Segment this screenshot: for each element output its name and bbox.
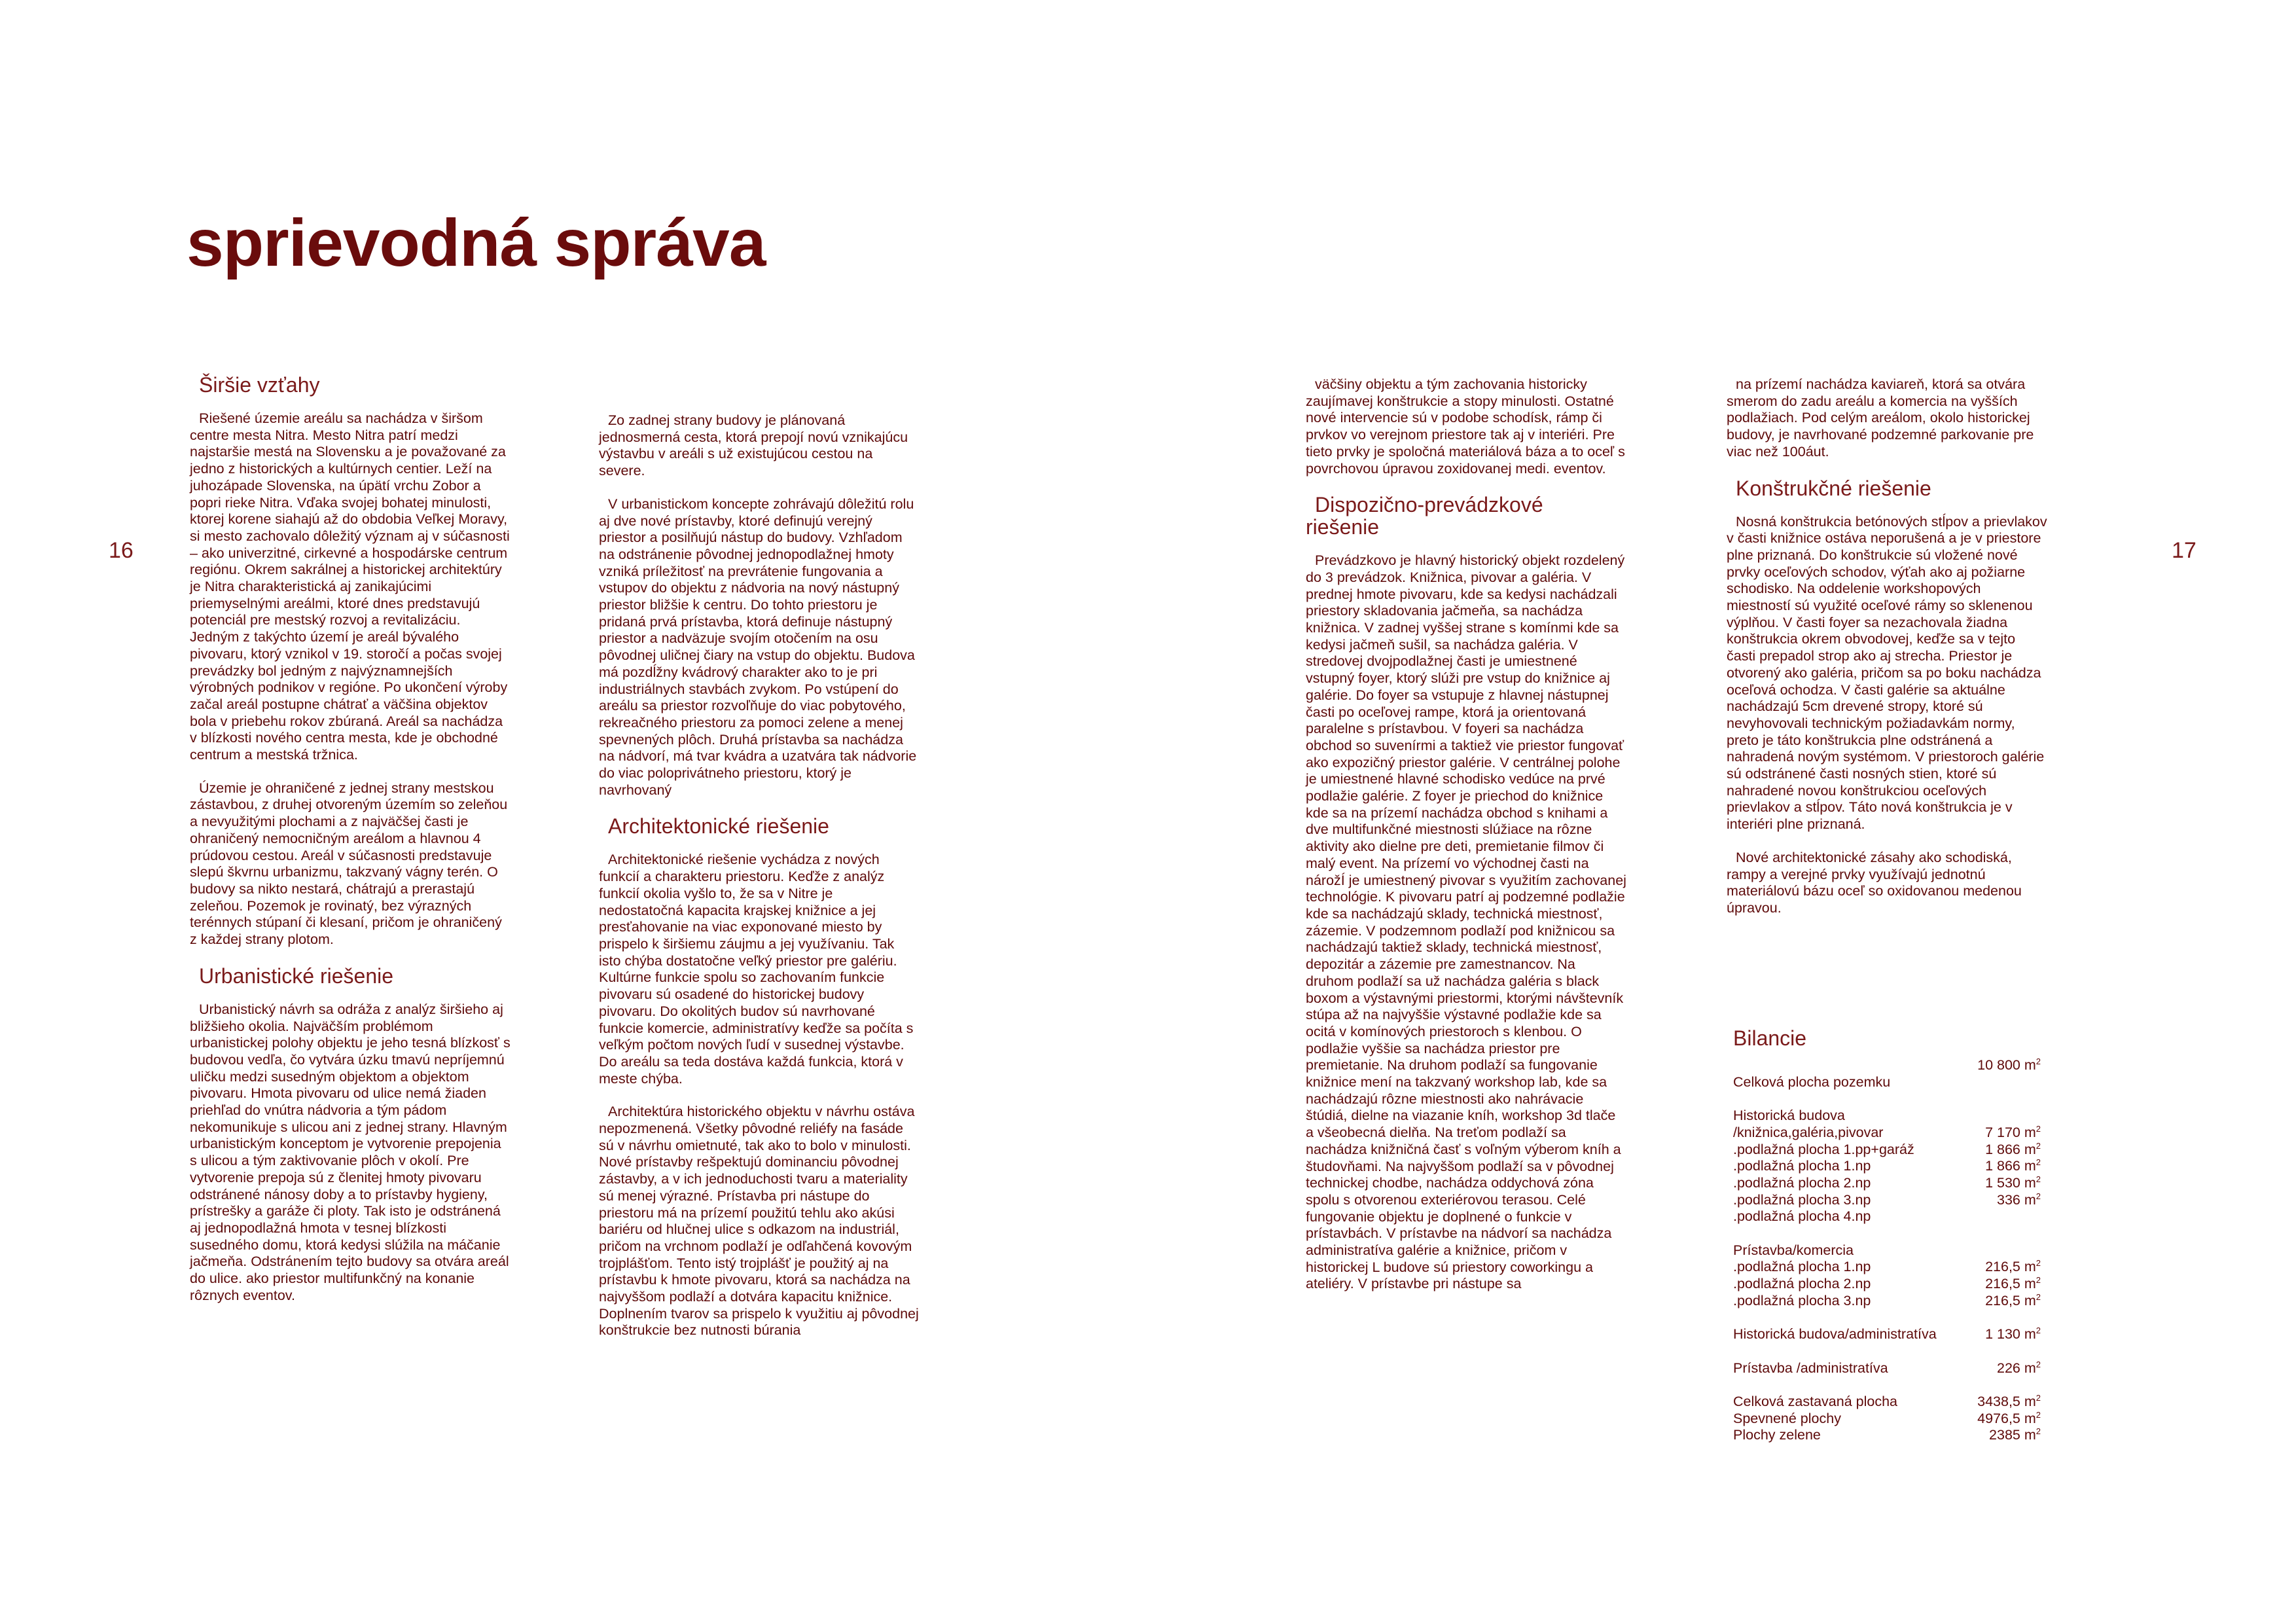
table-row — [1733, 1360, 2041, 1377]
value: 216,5 m — [1985, 1276, 2036, 1292]
paragraph: V urbanistickom koncepte zohrávajú dôležitú rolu aj dve nové prístavby, ktoré definujú verejný priestor a posilňujú nástup do budovy. Vzhľadom na odstránenie pôvodnej jednopodlažnej hmoty vzniká príležitosť na prevrátenie fungovania a vstupov do objektu z nádvoria na nový nástupný priestor bližšie k centru. Do tohto priestoru je pridaná prvá prístavba, ktorá definuje nástupný priestor a nadväzuje svojím otočením na osu pôvodnej uličnej čiary na vstup do objektu. Budova má pozdĺžny kvádrový charakter ako to je pri industriálnych stavbách zvykom. Po vstúpení do areálu sa priestor rozvoľňuje do viac pobytového, rekreačného priestoru za pomoci zelene a menej spevnených plôch. Druhá prístavba sa nachádza na nádvorí, má tvar kvádra a uzatvára tak nádvorie do viac poloprivátneho priestoru, ktorý je navrhovaný — [599, 496, 917, 798]
label: Historická budova/administratíva — [1733, 1326, 1937, 1343]
heading-architektonicke-riesenie: Architektonické riešenie — [608, 814, 829, 839]
table-row — [1733, 1074, 2041, 1091]
table-row — [1733, 1158, 2041, 1175]
superscript: 2 — [2036, 1291, 2041, 1302]
label: .podlažná plocha 1.pp+garáž — [1733, 1141, 1914, 1157]
value-cell — [1997, 1192, 2041, 1209]
paragraph: na prízemí nachádza kaviareň, ktorá sa otvára smerom do zadu areálu a komercia na vyšších podlažiach. Pod celým areálom, okolo historickej budovy, je navrhované podzemné parkovanie pre viac než 100áut. — [1727, 376, 2034, 460]
superscript: 2 — [2036, 1056, 2041, 1066]
heading-sirsie-vztahy: Širšie vzťahy — [199, 373, 320, 397]
table-row — [1733, 1208, 2041, 1225]
value-cell — [1985, 1125, 2041, 1142]
heading-line: Dispozično-prevádzkové — [1315, 493, 1543, 517]
column-4 — [1727, 376, 2047, 933]
bilancie-table — [1733, 1027, 2041, 1444]
heading-bilancie: Bilancie — [1733, 1026, 1807, 1050]
label: .podlažná plocha 3.np — [1733, 1191, 1871, 1208]
table-row — [1733, 1259, 2041, 1276]
heading-urbanisticke-riesenie: Urbanistické riešenie — [199, 964, 394, 988]
value: 2385 m — [1989, 1427, 2036, 1443]
value: 226 m — [1997, 1360, 2036, 1376]
value: 216,5 m — [1985, 1292, 2036, 1308]
value: 1 130 m — [1985, 1326, 2036, 1343]
table-row — [1733, 1276, 2041, 1293]
superscript: 2 — [2036, 1191, 2041, 1201]
heading-dispozicno-prevadzkove-riesenie — [1306, 494, 1626, 538]
paragraph: Zo zadnej strany budovy je plánovaná jednosmerná cesta, ktorá prepojí novú vznikajúcu výstavbu v areáli s už existujúcou cestou na severe. — [599, 412, 908, 479]
superscript: 2 — [2036, 1359, 2041, 1369]
value-cell — [1985, 1276, 2041, 1293]
paragraph: Prevádzkovo je hlavný historický objekt rozdelený do 3 prevádzok. Knižnica, pivovar a galéria. V prednej hmote pivovaru, kde sa kedysi nachádzali priestory skladovania jačmeňa, sa nachádza knižnica. V zadnej vyššej strane s komínmi kde sa kedysi jačmeň sušil, sa nachádza galéria. V stredovej dvojpodlažnej časti je umiestnené vstupný foyer, ktorý slúži pre vstup do knižnice aj galérie. Do foyer sa vstupuje z hlavnej nástupnej časti po oceľovej rampe, ktorá ja orientovaná paralelne s prístavbou. V foyeri sa nachádza obchod so suvenírmi a taktiež vie priestor fungovať ako expozičný priestor galérie. V centrálnej polohe je umiestnené hlavné schodisko vedúce na prvé podlažie galérie. Z foyer je priechod do knižnice kde sa na prízemí nachádza obchod s knihami a dve multifunkčné miestnosti slúžiace na rôzne aktivity ako dielne pre deti, premietanie filmov či malý event. Na prízemí vo východnej časti na nárožÍ je umiestnený pivovar s využitím zachovanej technológie. K pivovaru patrí aj podzemné podlažie kde sa nachádzajú sklady, technická miestnosť, zázemie. V podzemnom podlaží pod knižnicou sa nachádzajú taktiež sklady, technická miestnosť, depozitár a zázemie pre zamestnancov. Na druhom podlaží sa už nachádza galéria s black boxom a výstavnými priestormi, ktorými návštevník stúpa až na najvyššie výstavné podlažie kde sa ocitá v komínových priestoroch s klenbou. O podlažie vyššie sa nachádza priestor pre premietanie. Na druhom podlaží sa fungovanie knižnice mení na takzvaný workshop lab, kde sa nachádzajú rôzne miestnosti ako nahrávacie štúdiá, dielne na viazanie kníh, workshop 3d tlače a všeobecná dielňa. Na treťom podlaží sa nachádza knižničná časť s voľným výberom kníh a študovňami. Na najvyššom podlaží sa v pôvodnej technickej chodbe, nachádza oddychová zóna spolu s otvorenou exteriérovou terasou. Celé fungovanie objektu je doplnené o funkcie v prístavbách. V prístavbe na nádvorí sa nachádza administratíva galérie a knižnice, pričom v historickej L budove sú priestory coworkingu a ateliéry. V prístavbe pri nástupe sa — [1306, 552, 1626, 1292]
column-2 — [599, 412, 920, 1356]
paragraph: Urbanistický návrh sa odráža z analýz širšieho aj bližšieho okolia. Najväčším problémom urbanistickej polohy objektu je jeho tesná blízkosť s budovou vedľa, čo vytvára úzku tmavú nepríjemnú uličku medzi susedným objektom a objektom pivovaru. Hmota pivovaru od ulice nemá žiaden priehľad do vnútra nádvoria a tým pádom nekomunikuje s ulicou ani z jednej strany. Hlavným urbanistickým konceptom je vytvorenie prepojenia s ulicou a tým zaktivovanie plôch v okolí. Pre vytvorenie prepoja sú z členitej hmoty pivovaru odstránené nánosy doby a to prístavby hygieny, prístrešky a garáže či ploty. Tak isto je odstránená aj jednopodlažná hmota v tesnej blízkosti susedného domu, ktorá kedysi slúžila na máčanie jačmeňa. Odstránením tejto budovy sa otvára areál do ulice. ako priestor multifunkčný na konanie rôznych eventov. — [190, 1001, 511, 1303]
heading-konstrukcne-riesenie: Konštrukčné riešenie — [1736, 476, 1931, 500]
superscript: 2 — [2036, 1274, 2041, 1285]
superscript: 2 — [2036, 1174, 2041, 1184]
paragraph: väčšiny objektu a tým zachovania historicky zaujímavej konštrukcie a stopy minulosti. Ostatné nové intervencie sú v podobe schodísk, rámp či prvkov vo verejnom priestore tak aj v interiéri. Pre tieto prvky je spoločná materiálová báza a to oceľ s povrchovou úpravou zoxidovanej medi. eventov. — [1306, 376, 1625, 477]
table-row — [1733, 1175, 2041, 1192]
value: 10 800 m — [1977, 1057, 2036, 1073]
value-cell — [1985, 1259, 2041, 1276]
historicka-budova-rows — [1733, 1125, 2041, 1225]
value: 4976,5 m — [1977, 1410, 2036, 1426]
paragraph: Nosná konštrukcia betónových stĺpov a prievlakov v časti knižnice ostáva neporušená a je v priestore plne priznaná. Do konštrukcie sú vložené nové prvky oceľových schodov, výťah ako aj požiarne schodisko. Na oddelenie workshopových miestností sú využité oceľové rámy so sklenenou výplňou. V časti foyer sa nezachovala žiadna konštrukcia okrem obvodovej, keďže sa v tejto časti prepadol strop ako aj strecha. Priestor je otvorený ako galéria, pričom sa po boku nachádza oceľová ochodza. V časti galérie sa aktuálne nachádzajú 5cm drevené stropy, ktoré sú nevyhovovali technickým požiadavkám normy, preto je táto konštrukcia plne odstránená a nahradená novým systémom. V priestoroch galérie sú odstránené časti nosných stien, ktoré sú nahradené novou konštrukciou oceľových prievlakov a stĺpov. Táto nová konštrukcia je v interiéri plne priznaná. — [1727, 513, 2047, 833]
value-cell — [1977, 1394, 2041, 1411]
label: Plochy zelene — [1733, 1427, 1821, 1443]
value-cell — [1985, 1293, 2041, 1310]
value: 1 530 m — [1985, 1174, 2036, 1191]
value-cell — [1989, 1427, 2041, 1444]
table-row — [1733, 1326, 2041, 1343]
column-3 — [1306, 376, 1626, 1309]
value-cell — [1985, 1142, 2041, 1159]
label: .podlažná plocha 3.np — [1733, 1292, 1871, 1308]
page-title: sprievodná správa — [187, 206, 766, 280]
value: 216,5 m — [1985, 1259, 2036, 1275]
value: 3438,5 m — [1977, 1393, 2036, 1409]
heading-line: riešenie — [1306, 515, 1380, 539]
value-cell — [1985, 1175, 2041, 1192]
totals-rows — [1733, 1394, 2041, 1444]
paragraph: Architektonické riešenie vychádza z nových funkcií a charakteru priestoru. Keďže z analýz funkcií okolia vyšlo to, že sa v Nitre je nedostatočná kapacita krajskej knižnice a jej presťahovanie na viac exponované miesto by prispelo k širšiemu záujmu a jej využívaniu. Tak isto chýba dostatočne veľký priestor pre galériu. Kultúrne funkcie spolu so zachovaním funkcie pivovaru sú osadené do historickej budovy pivovaru. Do okolitých budov sú navrhované funkcie komercie, administratívy keďže sa počíta s veľkým počtom nových ľudí v susednej výstavbe. Do areálu sa teda dostáva každá funkcia, ktorá v meste chýba. — [599, 852, 914, 1087]
label: Prístavba/komercia — [1733, 1242, 1854, 1258]
table-row — [1733, 1242, 2041, 1259]
paragraph: Riešené územie areálu sa nachádza v širšom centre mesta Nitra. Mesto Nitra patrí medzi najstaršie mestá na Slovensku a je považované za jedno z historických a kultúrnych centier. Leží na juhozápade Slovenska, na úpätí vrchu Zobor a popri rieke Nitra. Vďaka svojej bohatej minulosti, ktorej korene siahajú až do obdobia Veľkej Moravy, si mesto zachovalo dôležitý význam aj v súčasnosti – ako univerzitné, cirkevné a hospodárske centrum regiónu. Okrem sakrálnej a historickej architektúry je Nitra charakteristická aj zanikajúcimi priemyselnými areálmi, ktoré dnes predstavujú potenciál pre mestský rozvoj a revitalizáciu. Jedným z takýchto území je areál bývalého pivovaru, ktorý vznikol v 19. storočí a počas svojej prevádzky bol jedným z najvýznamnejších výrobných podnikov v regióne. Po ukončení výroby začal areál postupne chátrať a väčšina objektov bola v priebehu rokov zbúraná. Areál sa nachádza v blízkosti nového centra mesta, kde je obchodné centrum a mestská tržnica. — [190, 410, 510, 763]
superscript: 2 — [2036, 1392, 2041, 1403]
table-row — [1733, 1125, 2041, 1142]
paragraph: Architektúra historického objektu v návrhu ostáva nepozmenená. Všetky pôvodné reliéfy na fasáde sú v návrhu omietnuté, tak ako to bolo v minulosti. Nové prístavby rešpektujú dominanciu pôvodnej zástavby, a v ich jednoduchosti tvaru a materiality sú menej výrazné. Prístavba pri nástupe do priestoru má na prízemí použitú tehlu ako akúsi bariéru od hlučnej ulice s odkazom na industriál, pričom na vrchnom podlaží je odľahčená kovovým trojplášťom. Tento istý trojplášť je použitý aj na prístavbu k hmote pivovaru, ktorá sa nachádza na najvyššom podlaží a dotvára kapacitu knižnice. Doplnením tvarov sa prispelo k využitiu aj pôvodnej konštrukcie bez nutnosti búrania — [599, 1104, 919, 1339]
paragraph: Nové architektonické zásahy ako schodiská, rampy a verejné prvky využívajú jednotnú materiálovú bázu oceľ so oxidovanou medenou úpravou. — [1727, 849, 2022, 916]
table-row — [1733, 1142, 2041, 1159]
table-row — [1733, 1108, 2041, 1125]
table-row — [1733, 1293, 2041, 1310]
superscript: 2 — [2036, 1157, 2041, 1168]
table-row — [1733, 1411, 2041, 1428]
superscript: 2 — [2036, 1326, 2041, 1336]
label: /knižnica,galéria,pivovar — [1733, 1124, 1884, 1140]
superscript: 2 — [2036, 1426, 2041, 1437]
label: Historická budova — [1733, 1108, 1845, 1124]
label: Celková plocha pozemku — [1733, 1074, 1891, 1090]
label: .podlažná plocha 4.np — [1733, 1208, 1871, 1225]
value-cell — [1977, 1411, 2041, 1428]
superscript: 2 — [2036, 1258, 2041, 1269]
superscript: 2 — [2036, 1409, 2041, 1420]
superscript: 2 — [2036, 1123, 2041, 1134]
label: Prístavba /administratíva — [1733, 1360, 1888, 1376]
table-row — [1733, 1057, 2041, 1074]
value: 1 866 m — [1985, 1158, 2036, 1174]
label: .podlažná plocha 1.np — [1733, 1158, 1871, 1174]
paragraph: Územie je ohraničené z jednej strany mestskou zástavbou, z druhej otvoreným územím so zeleňou a nevyužitými plochami a z najväčšej časti je ohraničený nemocničným areálom a hlavnou 4 prúdovou cestou. Areál v súčasnosti predstavuje slepú škvrnu urbanizmu, takzvaný vágny terén. O budovy sa nikto nestará, chátrajú a prerastajú zeleňou. Pozemok je rovinatý, bez výrazných terénnych stúpaní či klesaní, pričom je ohraničený z každej strany plotom. — [190, 780, 508, 948]
table-row — [1733, 1427, 2041, 1444]
table-row — [1733, 1394, 2041, 1411]
value: 336 m — [1997, 1191, 2036, 1208]
value: 7 170 m — [1985, 1124, 2036, 1140]
page-number-left: 16 — [109, 538, 134, 563]
column-1 — [190, 374, 511, 1320]
label: Spevnené plochy — [1733, 1410, 1841, 1426]
label: .podlažná plocha 2.np — [1733, 1174, 1871, 1191]
superscript: 2 — [2036, 1140, 2041, 1151]
label: .podlažná plocha 1.np — [1733, 1259, 1871, 1275]
label: .podlažná plocha 2.np — [1733, 1276, 1871, 1292]
page-number-right: 17 — [2172, 538, 2197, 563]
table-row — [1733, 1192, 2041, 1209]
value: 1 866 m — [1985, 1141, 2036, 1157]
value-cell — [1985, 1158, 2041, 1175]
label: Celková zastavaná plocha — [1733, 1393, 1897, 1409]
pristavba-komercia-rows — [1733, 1259, 2041, 1309]
